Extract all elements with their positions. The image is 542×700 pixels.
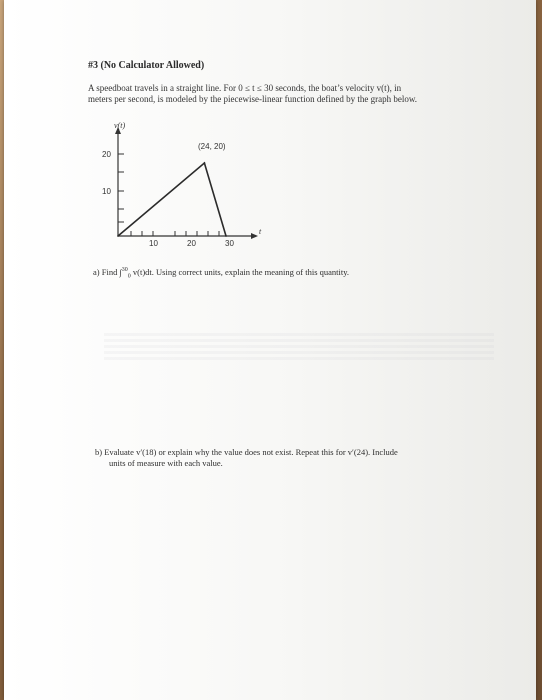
integral-lower-limit: 0 — [127, 273, 131, 280]
x-tick-label-10: 10 — [149, 239, 158, 248]
question-b — [95, 447, 485, 469]
question-a-prefix: a) Find ∫ — [93, 267, 122, 277]
intro-line-2: meters per second, is modeled by the piecewise-linear function defined by the graph below. — [88, 94, 418, 104]
peak-point-label: (24, 20) — [198, 142, 226, 151]
velocity-line-0 — [118, 163, 226, 236]
y-tick-label-20: 20 — [102, 150, 111, 159]
x-tick-label-30: 30 — [225, 239, 234, 248]
question-a — [93, 267, 493, 280]
intro-line-1: A speedboat travels in a straight line. For 0 ≤ t ≤ 30 seconds, the boat’s velocity v(t), in — [88, 83, 402, 93]
integral-upper-limit: 30 — [121, 267, 128, 274]
x-axis-label: t — [259, 227, 262, 236]
question-b-line-2: units of measure with each value. — [109, 458, 223, 468]
problem-heading: #3 (No Calculator Allowed) — [88, 60, 205, 71]
problem-intro — [88, 83, 478, 105]
bleed-through-text — [104, 330, 494, 360]
velocity-vertex-2 — [225, 235, 227, 237]
x-tick-marks — [131, 231, 219, 236]
velocity-vertex-1 — [204, 162, 206, 164]
question-a-text: v(t)dt. Using correct units, explain the meaning of this quantity. — [130, 267, 350, 277]
question-b-line-1: b) Evaluate v′(18) or explain why the value does not exist. Repeat this for v′(24). Include — [95, 447, 398, 457]
worksheet-page — [4, 0, 536, 700]
x-axis-arrow — [251, 233, 258, 239]
y-tick-marks — [118, 154, 124, 222]
velocity-vertex-0 — [117, 235, 119, 237]
y-axis-label: v(t) — [114, 121, 126, 130]
series-layer — [117, 162, 227, 237]
y-tick-label-10: 10 — [102, 187, 111, 196]
velocity-graph — [96, 118, 276, 248]
x-tick-label-20: 20 — [187, 239, 196, 248]
